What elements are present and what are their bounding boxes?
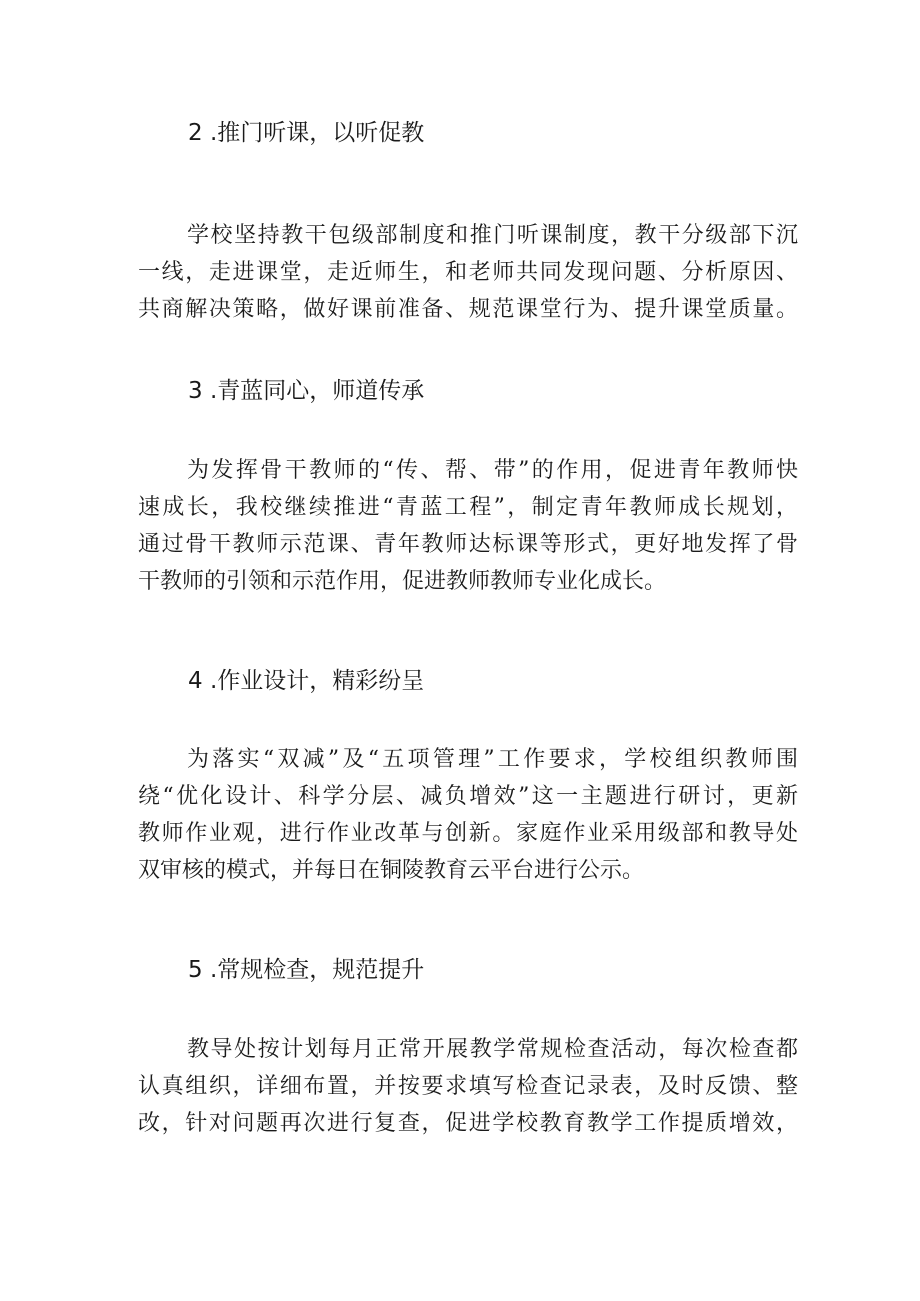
paragraph-line: 绕“优化设计、科学分层、减负增效”这一主题进行研讨，更新 (138, 784, 798, 809)
paragraph-line: 共商解决策略，做好课前准备、规范课堂行为、提升课堂质量。 (138, 297, 798, 322)
paragraph-line: 改，针对问题再次进行复查，促进学校教育教学工作提质增效， (138, 1111, 798, 1136)
section-heading-5: 5 .常规检查，规范提升 (188, 957, 425, 983)
paragraph-line: 教导处按计划每月正常开展教学常规检查活动，每次检查都 (187, 1037, 798, 1062)
section-paragraph-2 (138, 217, 798, 328)
section-paragraph-3 (138, 452, 798, 600)
paragraph-line: 为发挥骨干教师的“传、帮、带”的作用，促进青年教师快 (187, 458, 798, 483)
paragraph-line: 干教师的引领和示范作用，促进教师教师专业化成长。 (138, 569, 667, 594)
section-heading-4: 4 .作业设计，精彩纷呈 (188, 668, 425, 694)
paragraph-line: 双审核的模式，并每日在铜陵教育云平台进行公示。 (138, 858, 645, 883)
paragraph-line: 一线，走进课堂，走近师生，和老师共同发现问题、分析原因、 (138, 260, 798, 285)
section-heading-2: 2 .推门听课，以听促教 (188, 120, 425, 146)
paragraph-line: 认真组织，详细布置，并按要求填写检查记录表，及时反馈、整 (138, 1074, 798, 1099)
paragraph-line: 学校坚持教干包级部制度和推门听课制度，教干分级部下沉 (187, 223, 798, 248)
paragraph-line: 教师作业观，进行作业改革与创新。家庭作业采用级部和教导处 (138, 821, 798, 846)
paragraph-line: 通过骨干教师示范课、青年教师达标课等形式，更好地发挥了骨 (138, 532, 798, 557)
section-heading-3: 3 .青蓝同心，师道传承 (188, 378, 425, 404)
paragraph-line: 速成长，我校继续推进“青蓝工程”，制定青年教师成长规划， (138, 495, 798, 520)
section-paragraph-4 (138, 741, 798, 889)
paragraph-line: 为落实“双减”及“五项管理”工作要求，学校组织教师围 (187, 747, 798, 772)
section-paragraph-5 (138, 1031, 798, 1142)
